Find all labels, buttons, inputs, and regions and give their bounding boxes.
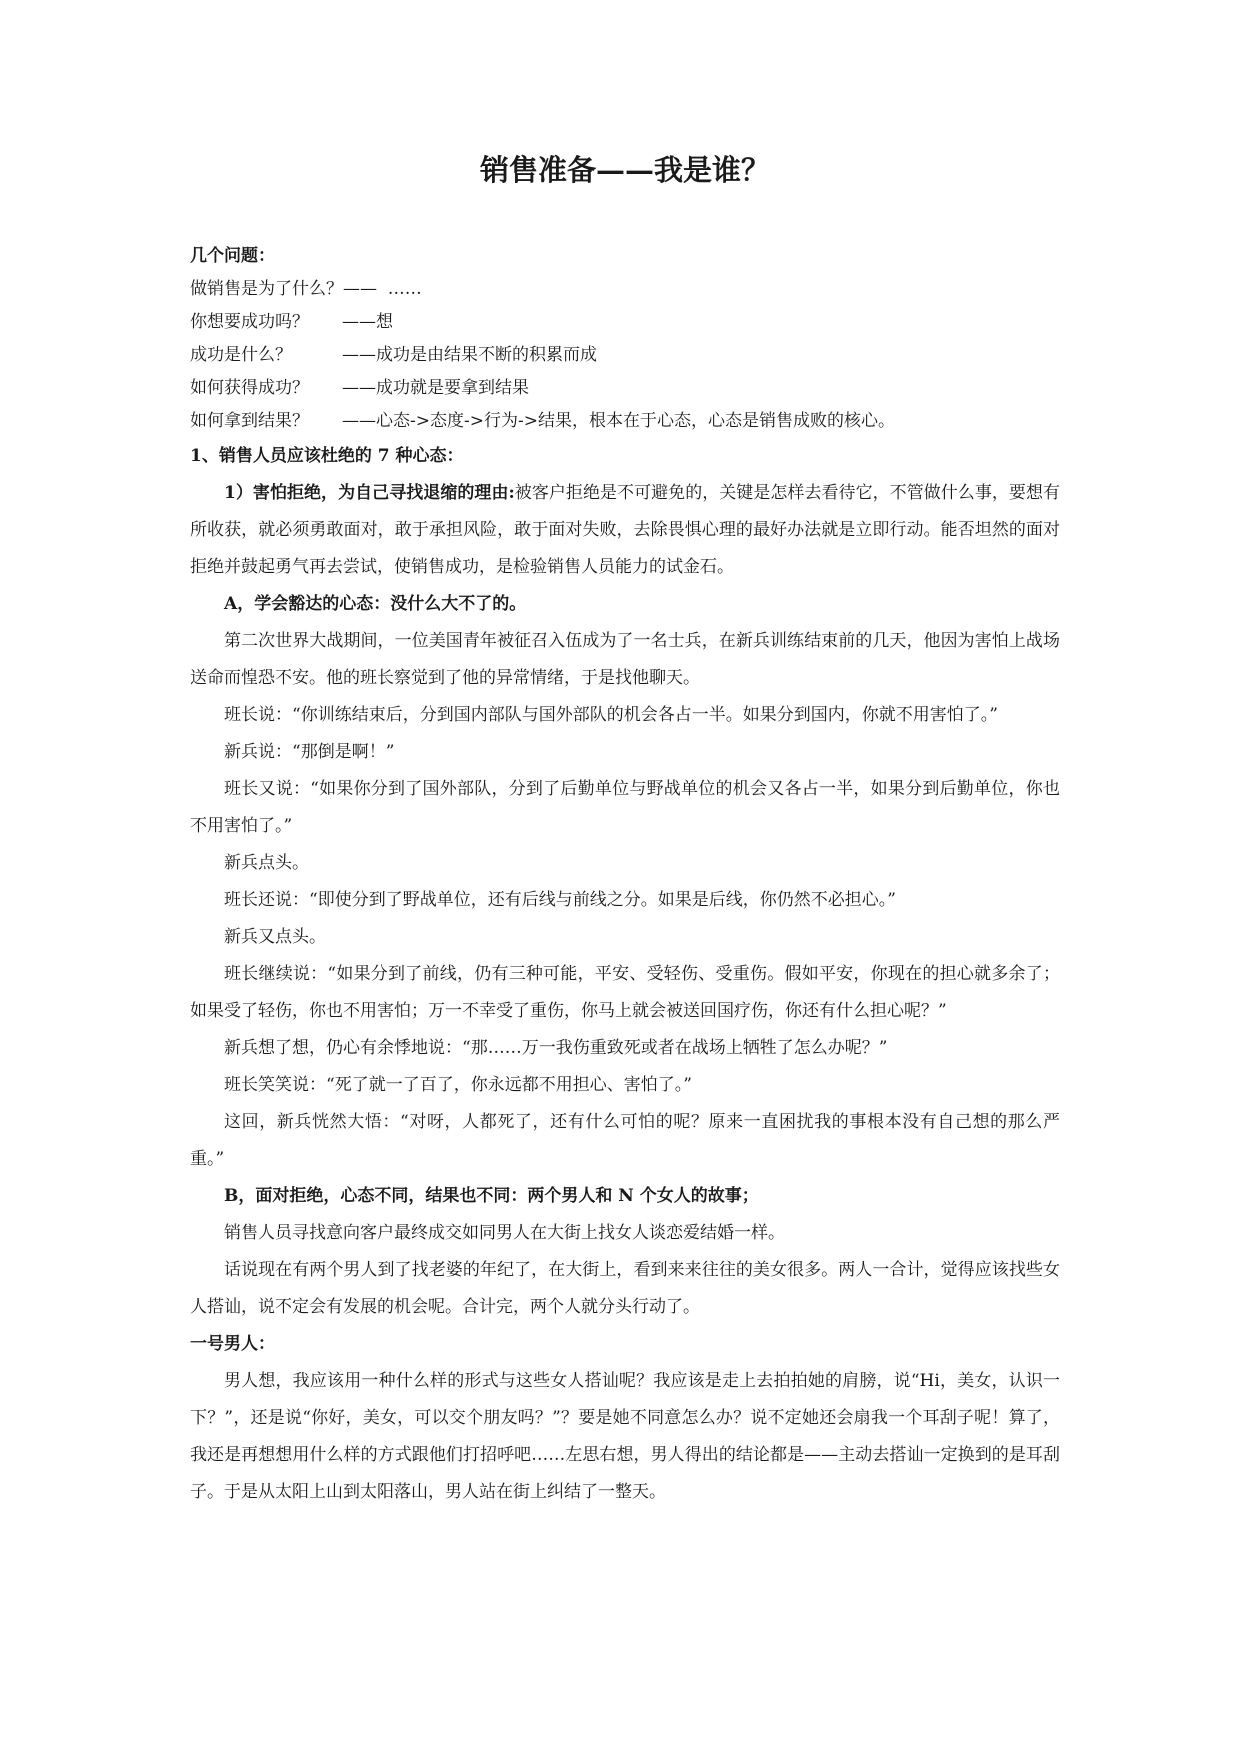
question-line — [190, 372, 1060, 405]
questions-heading: 几个问题： — [190, 246, 275, 266]
story-paragraph: 班长还说：“即使分到了野战单位，还有后线与前线之分。如果是后线，你仍然不必担心。” — [224, 890, 896, 910]
story-paragraph: 班长又说：“如果你分到了国外部队，分到了后勤单位与野战单位的机会又各占一半，如果分到后勤单位，你也不用害怕了。” — [190, 779, 1060, 836]
question-line — [190, 306, 1060, 339]
question-text: 如何获得成功？ — [190, 378, 309, 398]
question-line — [190, 273, 1060, 306]
document-page — [190, 150, 1060, 1511]
subheading-a: A，学会豁达的心态：没什么大不了的。 — [224, 594, 527, 614]
subheading-b: B，面对拒绝，心态不同，结果也不同：两个男人和 N 个女人的故事； — [224, 1186, 759, 1206]
question-line — [190, 405, 1060, 438]
story-paragraph: 班长笑笑说：“死了就一了百了，你永远都不用担心、害怕了。” — [224, 1075, 692, 1095]
story-paragraph: 第二次世界大战期间，一位美国青年被征召入伍成为了一名士兵，在新兵训练结束前的几天，他因为害怕上战场送命而惶恐不安。他的班长察觉到了他的异常情绪，于是找他聊天。 — [190, 631, 1060, 688]
question-text: 如何拿到结果？ — [190, 411, 309, 431]
page-title: 销售准备——我是谁？ — [479, 153, 770, 187]
point-title: 1）害怕拒绝，为自己寻找退缩的理由: — [224, 483, 515, 503]
man1-heading: 一号男人： — [190, 1334, 275, 1354]
man1-paragraph: 男人想，我应该用一种什么样的形式与这些女人搭讪呢？我应该是走上去拍拍她的肩膀，说“Hi，美女，认识一下？”，还是说“你好，美女，可以交个朋友吗？”？要是她不同意怎么办？说不定她还会扇我一个耳刮子呢！算了，我还是再想想用什么样的方式跟他们打招呼吧……左思右想，男人得出的结论都是——主动去搭讪一定换到的是耳刮子。于是从太阳上山到太阳落山，男人站在街上纠结了一整天。 — [190, 1371, 1060, 1502]
story-paragraph: 这回，新兵恍然大悟：“对呀，人都死了，还有什么可怕的呢？原来一直困扰我的事根本没有自己想的那么严重。” — [190, 1112, 1060, 1169]
story-paragraph: 班长说：“你训练结束后，分到国内部队与国外部队的机会各占一半。如果分到国内，你就不用害怕了。” — [224, 705, 998, 725]
point-text: 被客户拒绝是不可避免的，关键是怎样去看待它，不管做什么事，要想有所收获，就必须勇敢面对，敢于承担风险，敢于面对失败，去除畏惧心理的最好办法就是立即行动。能否坦然的面对拒绝并鼓起勇气再去尝试，使销售成功，是检验销售人员能力的试金石。 — [190, 483, 1060, 577]
answer-text: ——成功就是要拿到结果 — [342, 378, 529, 398]
story-paragraph: 新兵说：“那倒是啊！” — [224, 742, 395, 762]
section-heading: 1、销售人员应该杜绝的 7 种心态： — [190, 446, 464, 466]
answer-text: ——想 — [342, 312, 393, 332]
question-text: 你想要成功吗？ — [190, 312, 309, 332]
point-paragraph — [190, 475, 1060, 586]
answer-text: …… — [377, 279, 422, 299]
story-paragraph: 新兵想了想，仍心有余悸地说：“那……万一我伤重致死或者在战场上牺牲了怎么办呢？” — [224, 1038, 888, 1058]
story-paragraph: 新兵点头。 — [224, 853, 309, 873]
story-paragraph: 新兵又点头。 — [224, 927, 326, 947]
story-paragraph: 话说现在有两个男人到了找老婆的年纪了，在大街上，看到来来往往的美女很多。两人一合计，觉得应该找些女人搭讪，说不定会有发展的机会呢。合计完，两个人就分头行动了。 — [190, 1260, 1060, 1317]
answer-text: ——心态->态度->行为->结果，根本在于心态，心态是销售成败的核心。 — [342, 411, 895, 431]
answer-text: ——成功是由结果不断的积累而成 — [342, 345, 597, 365]
story-paragraph: 班长继续说：“如果分到了前线，仍有三种可能，平安、受轻伤、受重伤。假如平安，你现在的担心就多余了；如果受了轻伤，你也不用害怕；万一不幸受了重伤，你马上就会被送回国疗伤，你还有什么担心呢？” — [190, 964, 1060, 1021]
question-text: 成功是什么？ — [190, 345, 292, 365]
question-text: 做销售是为了什么？—— — [190, 279, 377, 299]
story-paragraph: 销售人员寻找意向客户最终成交如同男人在大街上找女人谈恋爱结婚一样。 — [224, 1223, 785, 1243]
question-line — [190, 339, 1060, 372]
